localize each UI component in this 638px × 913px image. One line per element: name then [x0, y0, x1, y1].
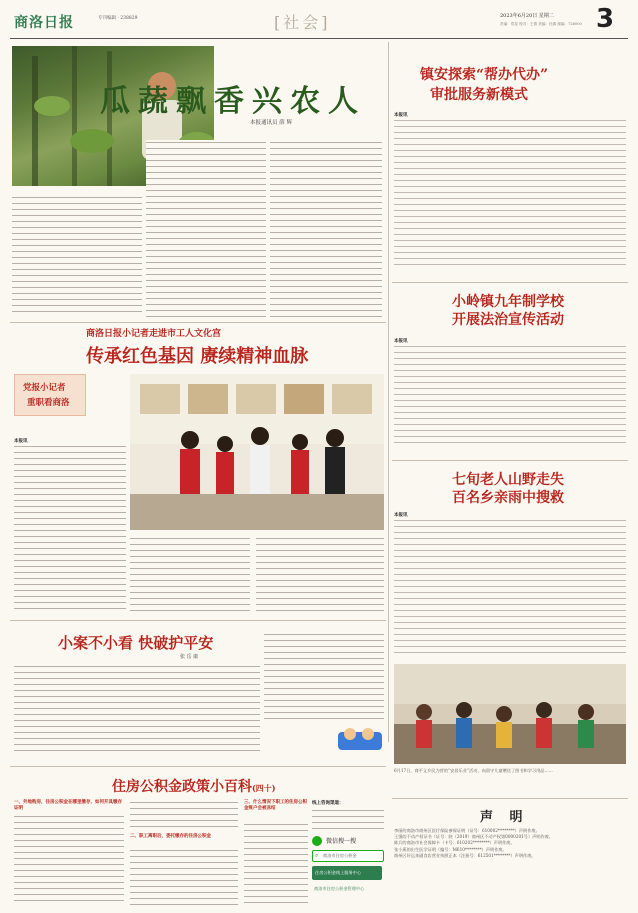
elder-body	[394, 518, 626, 658]
statement-item: 王强的不动产权证书（证号：陕（2019）商州区不动产权第0000201号）声明作废。	[394, 834, 554, 840]
statement-item: 张小燕的出生医学证明（编号：M610********）声明作废。	[394, 846, 507, 852]
gene-body-col2	[130, 536, 250, 612]
law-body	[394, 344, 626, 448]
audit-title-1: 镇安探索“帮办代办”	[420, 67, 549, 83]
fund-q3: 三、什么情况下职工的住房公积金账户会被冻结	[244, 800, 307, 811]
gene-badge-line1: 党报小记者	[23, 383, 66, 393]
fund-q2: 二、职工离职后，委托缴存的住房公积金	[130, 834, 211, 839]
farmer-byline: 本报通讯员 薛 辉	[250, 120, 292, 126]
gene-badge	[14, 374, 86, 416]
children-caption: 6月17日，商平义乡民为营的“安居乐业”活动，向留守儿童赠送了图书和学习用品……	[394, 768, 553, 773]
fund-body-col3	[244, 822, 308, 906]
shop-body-col2	[264, 632, 384, 724]
shop-body-col1	[14, 664, 260, 756]
elder-title-1: 七旬老人山野走失	[452, 472, 564, 488]
fund-q1: 一、外地购房，住房公积金在哪里缴存、如何开具缴存证明	[14, 800, 122, 811]
wechat-search-row	[312, 834, 384, 848]
search-icon: ⌕	[315, 852, 319, 859]
fund-tip-body	[312, 808, 384, 830]
farmer-title: 瓜蔬飘香兴农人	[100, 84, 366, 119]
wechat-search-box	[312, 850, 384, 862]
law-title-2: 开展法治宣传活动	[452, 312, 564, 328]
elder-title-2: 百名乡亲雨中搜救	[452, 490, 564, 506]
fund-service-label: 住房公积金线上服务中心	[315, 870, 362, 875]
police-icon	[336, 724, 384, 752]
date: 2023年6月20日 星期二	[500, 13, 554, 19]
audit-body	[394, 118, 626, 268]
farmer-body-col2	[12, 195, 142, 317]
gene-lead: 本报讯	[14, 439, 28, 444]
masthead	[0, 0, 638, 38]
farmer-body-col3	[146, 140, 266, 317]
fund-tip: 线上咨询渠道：	[312, 801, 344, 806]
meta-line: 责编：郑星 校对：王倩 美编：杜鹃 邮编：726000	[500, 22, 582, 26]
farmer-body-col4	[270, 140, 382, 317]
gene-body-col3	[256, 536, 384, 612]
statement-list	[394, 828, 626, 859]
section-label: [社会]	[274, 13, 331, 32]
gene-body-col1	[14, 444, 126, 612]
children-photo	[394, 664, 626, 764]
statement-item: 商州区好运来副食店营业执照正本（注册号：612501********）声明作废。	[394, 852, 536, 858]
wechat-label: 微信搜一搜	[326, 838, 357, 845]
statement-item: 陈兵的商洛市社会保障卡（卡号：610202********）声明作废。	[394, 840, 515, 846]
fund-title	[112, 776, 276, 796]
children-photo-art	[394, 664, 626, 764]
wechat-search-hint: 商洛市住房公积金	[323, 853, 357, 858]
fund-center-label: 商洛市住房公积金管理中心	[314, 886, 365, 891]
audit-title-2: 审批服务新模式	[430, 87, 528, 103]
fund-body-col2b	[130, 848, 238, 906]
gene-badge-line2: 重职看商洛	[27, 398, 70, 408]
statement-title: 声 明	[480, 810, 529, 825]
fund-title-suffix: (四十)	[252, 783, 276, 793]
gene-kicker: 商洛日报小记者走进市工人文化宫	[86, 329, 222, 339]
gene-title: 传承红色基因 赓续精神血脉	[86, 346, 309, 367]
audit-lead: 本报讯	[394, 113, 408, 118]
shop-byline: 张 岳 康	[180, 654, 199, 660]
fund-title-text: 住房公积金政策小百科	[112, 779, 252, 795]
fund-service-banner	[312, 866, 382, 880]
wechat-icon	[312, 836, 322, 846]
page-number: 3	[596, 4, 615, 34]
logo: 商洛日报	[14, 15, 74, 31]
shop-illustration	[336, 724, 384, 752]
shop-title: 小案不小看 快破护平安	[58, 634, 214, 652]
fund-body-col1	[14, 814, 124, 906]
publish-no: 专刊编辑 · 238829	[98, 16, 138, 21]
fund-body-col2	[130, 800, 238, 830]
gene-photo	[130, 374, 384, 530]
statement-item: 李丽的商洛市商州区医疗保险参保证明（证号：610002********）声明作废。	[394, 828, 540, 833]
wechat-ad	[312, 834, 384, 906]
gene-photo-art	[130, 374, 384, 530]
elder-lead: 本报讯	[394, 513, 408, 518]
law-lead: 本报讯	[394, 339, 408, 344]
law-title-1: 小岭镇九年制学校	[452, 294, 564, 310]
